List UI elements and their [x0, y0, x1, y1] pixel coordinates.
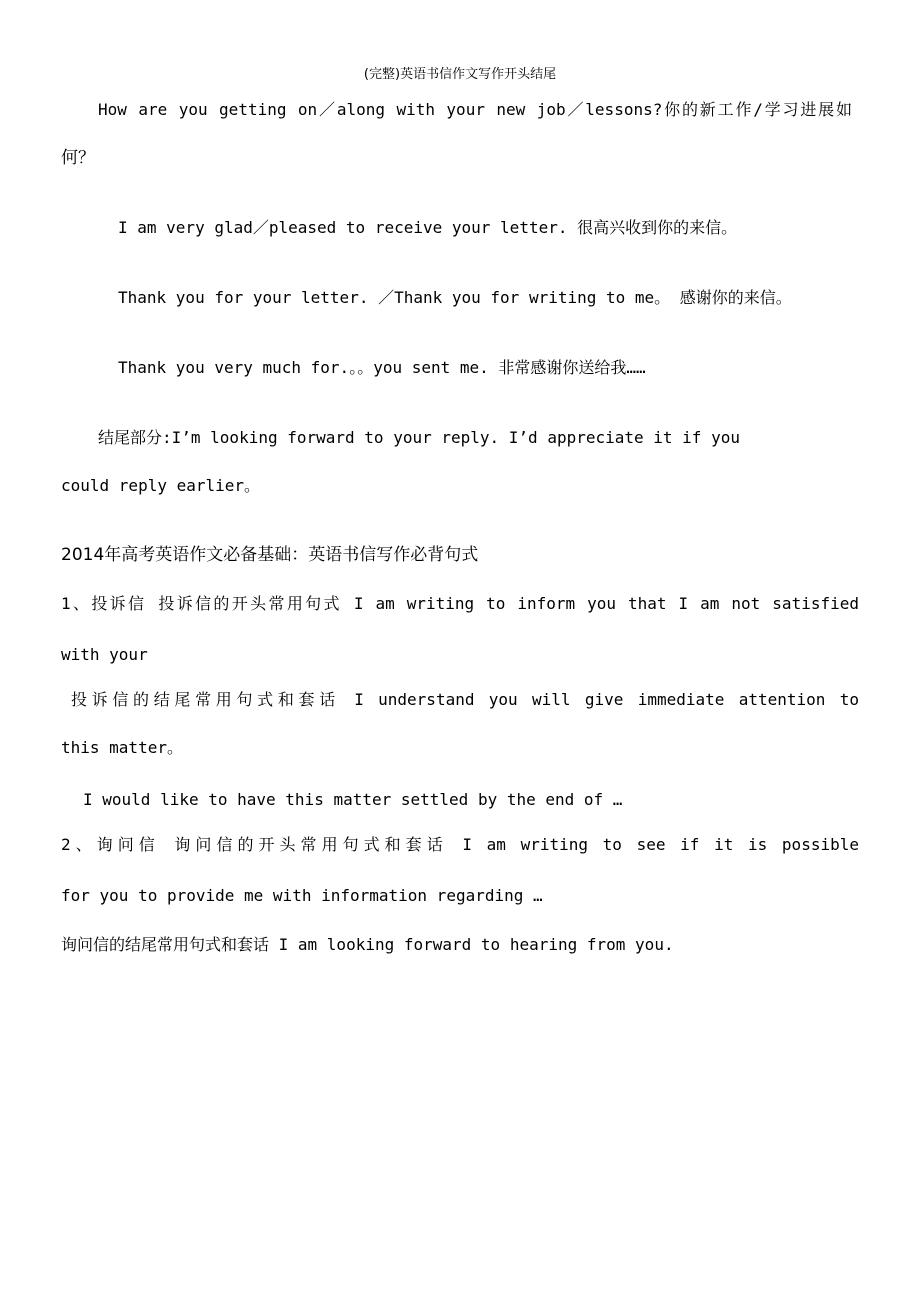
section-heading: 2014年高考英语作文必备基础：英语书信写作必背句式 — [61, 545, 479, 565]
complaint-opening-line-1: 1、投诉信 投诉信的开头常用句式 I am writing to inform you that I am not satisfied — [61, 594, 859, 613]
complaint-settle-line: I would like to have this matter settled by the end of … — [83, 790, 623, 809]
thank-letter-line: Thank you for your letter. ／Thank you for writing to me。 感谢你的来信。 — [118, 288, 792, 307]
complaint-opening-line-2: with your — [61, 645, 148, 664]
page-header: (完整)英语书信作文写作开头结尾 — [363, 67, 557, 82]
complaint-ending-line-1: 投诉信的结尾常用句式和套话 I understand you will give immediate attention to — [71, 690, 859, 709]
inquiry-opening-line-2: for you to provide me with information regarding … — [61, 886, 543, 905]
inquiry-ending-line: 询问信的结尾常用句式和套话 I am looking forward to hearing from you. — [61, 935, 674, 954]
ending-line-1: 结尾部分:I’m looking forward to your reply. I’d appreciate it if you — [98, 428, 740, 447]
complaint-ending-line-2: this matter。 — [61, 738, 183, 757]
intro-line-1: How are you getting on／along with your new job／lessons?你的新工作/学习进展如 — [98, 100, 852, 119]
ending-line-2: could reply earlier。 — [61, 476, 261, 495]
inquiry-opening-line-1: 2、询问信 询问信的开头常用句式和套话 I am writing to see if it is possible — [61, 835, 859, 854]
thank-sent-line: Thank you very much for.。。you sent me. 非常感谢你送给我…… — [118, 358, 646, 377]
intro-line-2: 何？ — [61, 148, 95, 168]
glad-receive-line: I am very glad／pleased to receive your letter. 很高兴收到你的来信。 — [118, 218, 738, 237]
